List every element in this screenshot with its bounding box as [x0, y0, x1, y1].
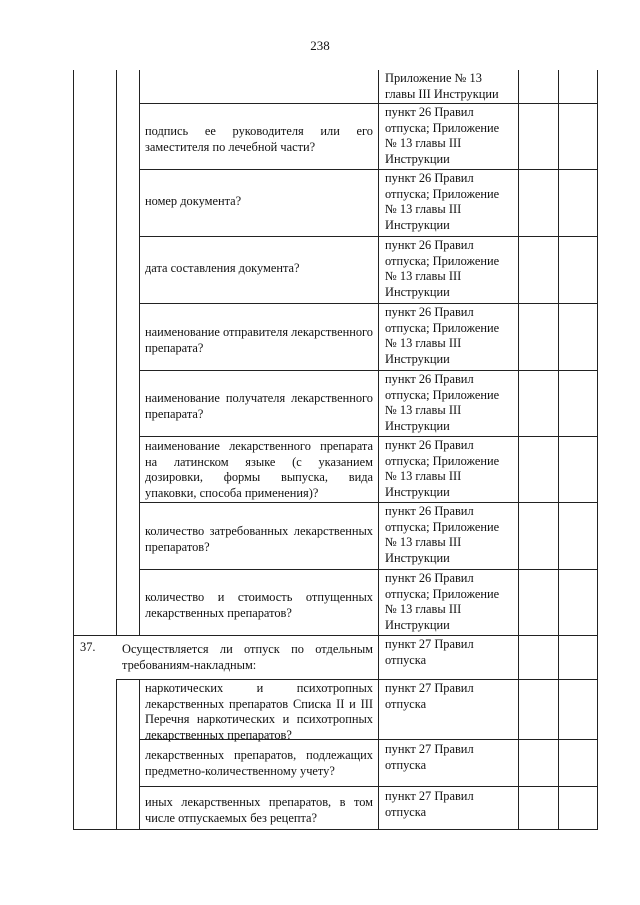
reference-text: пункт 27 Правил отпуска — [385, 789, 474, 819]
question-text: подпись ее руководителя или его заместителя по лечебной части? — [145, 124, 373, 154]
question-text: наименование отправителя лекарственного препарата? — [145, 325, 373, 355]
number-column-divider — [116, 679, 117, 830]
question-text: лекарственных препаратов, подлежащих предметно-количественному учету? — [145, 748, 373, 778]
question-text: иных лекарственных препаратов, в том числе отпускаемых без рецепта? — [145, 795, 373, 825]
table-left-border — [73, 70, 74, 830]
reference-column-divider — [518, 70, 519, 830]
question-text: наркотических и психотропных лекарственных препаратов Списка II и III Перечня наркотических и психотропных лекарственных препаратов? — [145, 681, 373, 742]
reference-cell — [379, 170, 518, 236]
reference-cell — [379, 237, 518, 303]
question-text: наименование лекарственного препарата на латинском языке (с указанием дозировки, формы выпуска, вида упаковки, способа применения)? — [145, 439, 373, 500]
reference-text: Приложение № 13 главы III Инструкции — [385, 71, 499, 101]
checklist-table — [73, 70, 598, 830]
reference-cell — [379, 503, 518, 569]
reference-text: пункт 26 Правил отпуска; Приложение № 13 главы III Инструкции — [385, 372, 500, 433]
table-row — [140, 304, 378, 370]
table-row — [140, 570, 378, 635]
table-row — [140, 70, 378, 103]
reference-cell — [379, 70, 518, 103]
table-row — [140, 437, 378, 502]
reference-cell — [379, 680, 518, 739]
table-row — [140, 170, 378, 236]
table-bottom-border — [73, 829, 598, 830]
reference-cell — [379, 304, 518, 370]
reference-text: пункт 27 Правил отпуска — [385, 742, 474, 772]
question-text: Осуществляется ли отпуск по отдельным требованиям-накладным: — [122, 642, 373, 672]
table-row — [117, 636, 378, 679]
question-text: количество затребованных лекарственных препаратов? — [145, 524, 373, 554]
reference-cell — [379, 636, 518, 679]
reference-cell — [379, 437, 518, 502]
reference-cell — [379, 371, 518, 436]
reference-text: пункт 26 Правил отпуска; Приложение № 13 главы III Инструкции — [385, 238, 500, 299]
reference-text: пункт 26 Правил отпуска; Приложение № 13 главы III Инструкции — [385, 305, 500, 366]
reference-cell — [379, 740, 518, 786]
reference-text: пункт 26 Правил отпуска; Приложение № 13 главы III Инструкции — [385, 105, 500, 166]
reference-text: пункт 27 Правил отпуска — [385, 681, 474, 711]
reference-cell — [379, 570, 518, 635]
table-row — [140, 680, 378, 742]
table-row — [140, 740, 378, 786]
page-number: 238 — [310, 38, 330, 53]
reference-text: пункт 26 Правил отпуска; Приложение № 13 главы III Инструкции — [385, 504, 500, 565]
question-text: наименование получателя лекарственного препарата? — [145, 391, 373, 421]
item-number: 37. — [80, 640, 96, 654]
table-row — [140, 104, 378, 169]
table-row — [140, 371, 378, 436]
question-text: дата составления документа? — [145, 261, 300, 276]
table-row — [140, 237, 378, 303]
question-text: номер документа? — [145, 194, 242, 209]
reference-text: пункт 27 Правил отпуска — [385, 637, 474, 667]
reference-cell — [379, 104, 518, 169]
question-text: количество и стоимость отпущенных лекарственных препаратов? — [145, 590, 373, 620]
reference-cell — [379, 787, 518, 829]
table-row — [140, 503, 378, 569]
table-right-border — [597, 70, 598, 830]
table-row — [140, 787, 378, 829]
answer-column-divider — [558, 70, 559, 830]
reference-text: пункт 26 Правил отпуска; Приложение № 13 главы III Инструкции — [385, 571, 500, 632]
reference-text: пункт 26 Правил отпуска; Приложение № 13 главы III Инструкции — [385, 171, 500, 232]
reference-text: пункт 26 Правил отпуска; Приложение № 13 главы III Инструкции — [385, 438, 500, 499]
number-column-divider — [116, 70, 117, 635]
